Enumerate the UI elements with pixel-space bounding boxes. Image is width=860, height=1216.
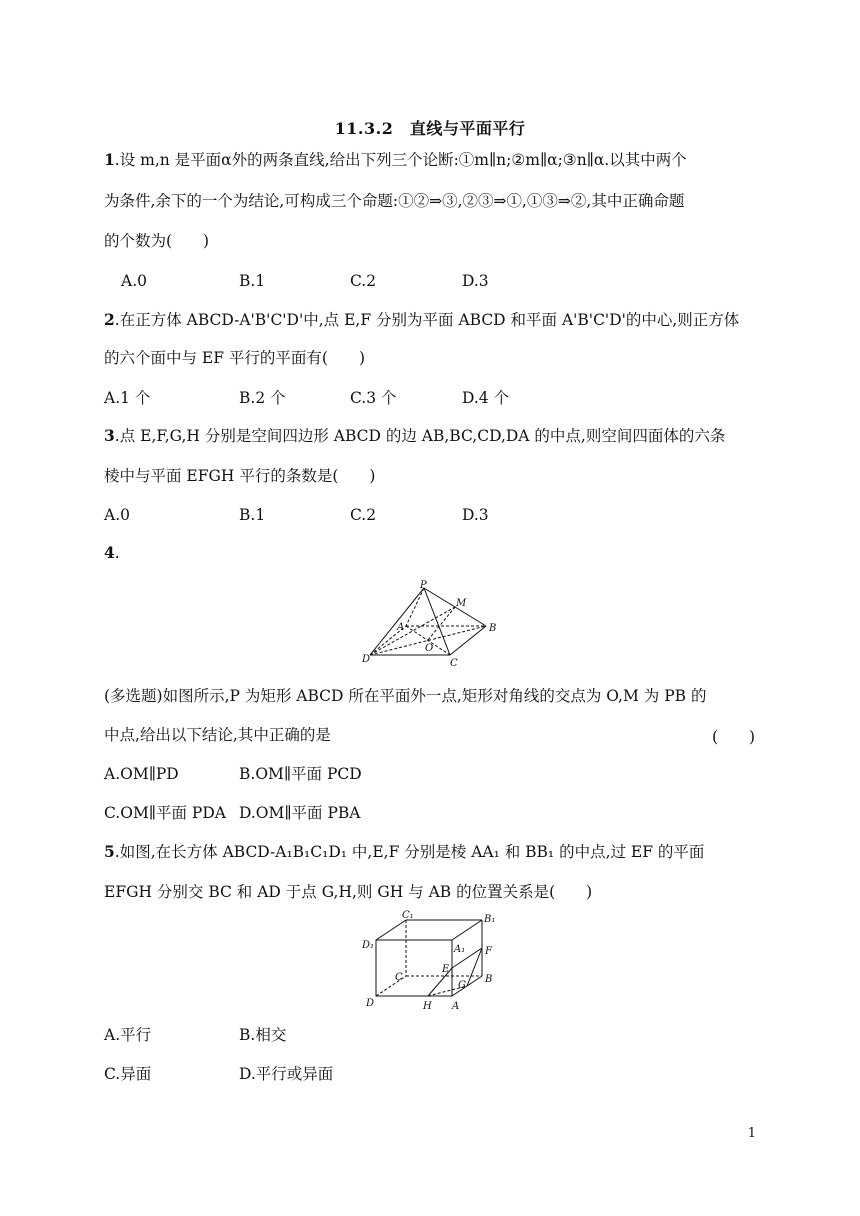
q5-option-a: A.平行 [104, 1026, 152, 1044]
q4-option-b: B.OM∥平面 PCD [239, 765, 362, 783]
q1-line-2: 为条件,余下的一个为结论,可构成三个命题:①②⇒③,②③⇒①,①③⇒②,其中正确命题 [104, 192, 685, 210]
q2-option-b: B.2 个 [239, 389, 286, 407]
q4-line-0: 4. [104, 543, 120, 562]
q5-option-c: C.异面 [104, 1065, 152, 1083]
q1-number: 1 [104, 150, 115, 169]
q5-label-b: B [485, 974, 493, 985]
q5-label-g: G [458, 980, 466, 991]
q4-line-1: (多选题)如图所示,P 为矩形 ABCD 所在平面外一点,矩形对角线的交点为 O,M 为 PB 的 [104, 687, 707, 705]
q5-label-d1: D₁ [362, 940, 375, 951]
q3-option-b: B.1 [239, 506, 266, 524]
q4-label-a: A [397, 622, 405, 633]
q3-option-a: A.0 [104, 506, 130, 524]
q5-label-d: D [366, 998, 375, 1009]
q5-line-2: EFGH 分别交 BC 和 AD 于点 G,H,则 GH 与 AB 的位置关系是( ) [104, 883, 593, 901]
q5-label-e: E [442, 964, 450, 975]
q4-label-c: C [450, 658, 458, 669]
q5-label-a1: A₁ [454, 944, 466, 955]
q2-line-2: 的六个面中与 EF 平行的平面有( ) [104, 349, 366, 367]
q5-number: 5 [104, 842, 115, 861]
q5-label-h: H [423, 1001, 432, 1012]
q5-label-f: F [485, 946, 492, 957]
q4-label-b: B [489, 623, 497, 634]
q1-option-c: C.2 [350, 272, 377, 290]
q2-line-1: 2.在正方体 ABCD-A'B'C'D'中,点 E,F 分别为平面 ABCD 和平面 A'B'C'D'的中心,则正方体 [104, 310, 740, 329]
q3-option-c: C.2 [350, 506, 377, 524]
q2-option-c: C.3 个 [350, 389, 397, 407]
page-number: 1 [747, 1126, 756, 1141]
q4-option-a: A.OM∥PD [104, 765, 179, 783]
q4-answer-paren: ( ) [712, 728, 756, 746]
q4-line-2: 中点,给出以下结论,其中正确的是 [104, 726, 331, 744]
q5-label-a: A [452, 1001, 460, 1012]
q5-cuboid-figure [360, 910, 510, 1014]
q4-label-d: D [362, 654, 371, 665]
q4-label-m: M [456, 598, 467, 609]
q2-option-a: A.1 个 [104, 389, 151, 407]
q4-label-p: P [420, 580, 427, 591]
q5-option-d: D.平行或异面 [239, 1065, 334, 1083]
q1-option-d: D.3 [462, 272, 489, 290]
q5-label-c: C [395, 972, 403, 983]
q1-line-3: 的个数为( ) [104, 232, 210, 250]
q3-number: 3 [104, 426, 115, 445]
q5-label-c1: C₁ [402, 910, 414, 921]
section-title: 11.3.2 直线与平面平行 [334, 119, 526, 138]
q2-option-d: D.4 个 [462, 389, 510, 407]
q1-line-1: 1.设 m,n 是平面α外的两条直线,给出下列三个论断:①m∥n;②m∥α;③n∥α.以其中两个 [104, 150, 687, 169]
q4-option-c: C.OM∥平面 PDA [104, 804, 226, 822]
q3-line-1: 3.点 E,F,G,H 分别是空间四边形 ABCD 的边 AB,BC,CD,DA 的中点,则空间四面体的六条 [104, 426, 726, 445]
q4-option-d: D.OM∥平面 PBA [239, 804, 361, 822]
q5-line-1: 5.如图,在长方体 ABCD-A₁B₁C₁D₁ 中,E,F 分别是棱 AA₁ 和 BB₁ 的中点,过 EF 的平面 [104, 842, 705, 861]
q5-option-b: B.相交 [239, 1026, 287, 1044]
q3-line-2: 棱中与平面 EFGH 平行的条数是( ) [104, 467, 376, 485]
q2-number: 2 [104, 310, 115, 329]
q5-label-b1: B₁ [484, 914, 496, 925]
q4-label-o: O [425, 643, 434, 654]
q1-option-a: A.0 [121, 272, 147, 290]
q4-pyramid-figure [360, 578, 510, 670]
q4-number: 4 [104, 543, 115, 562]
q3-option-d: D.3 [462, 506, 489, 524]
q1-option-b: B.1 [239, 272, 266, 290]
